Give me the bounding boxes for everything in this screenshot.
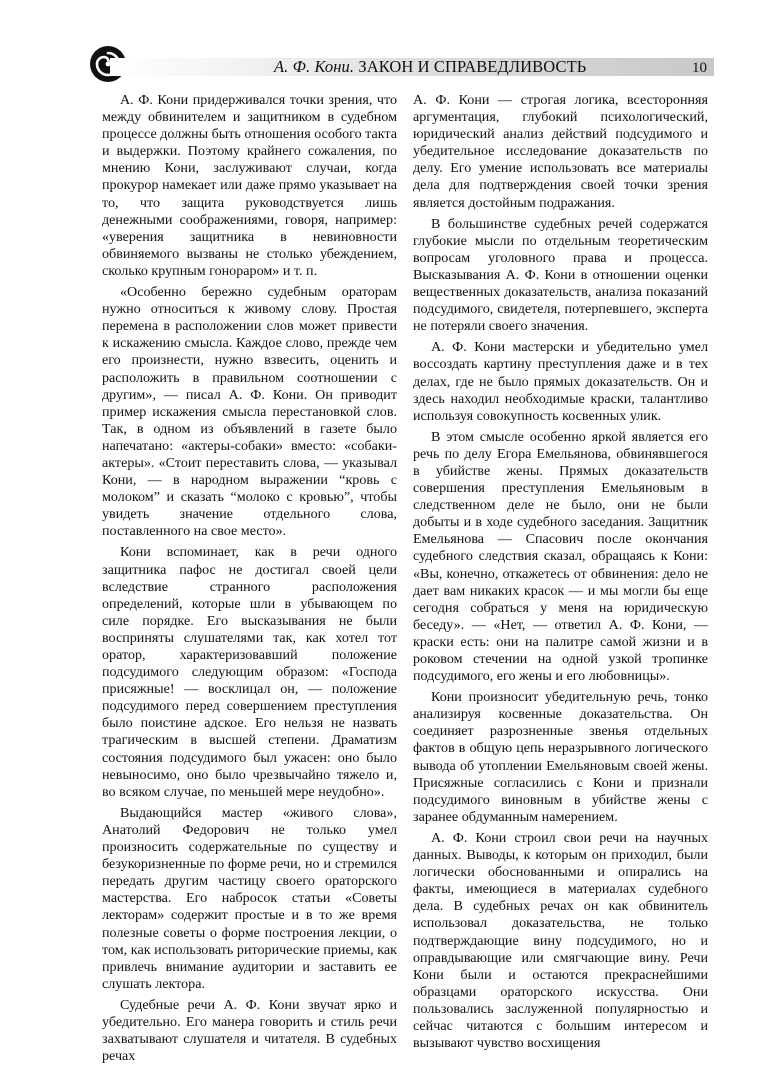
- paragraph: А. Ф. Кони мастерски и убедительно умел воссоздать картину преступления даже и в тех делах, где не было прямых доказательств. Он и здесь находил необходимые краски, талантливо используя совокупность косвенных улик.: [413, 339, 708, 424]
- running-header: [96, 50, 718, 82]
- paragraph: В этом смысле особенно яркой является его речь по делу Егора Емельянова, обвинявшегося в убийстве жены. Прямых доказательств совершения преступления Емельяновым в следственном деле не было, они не были добыты и в ходе судебного заседания. Защитник Емельянова — Спасович после окончания судебного следствия сказал, обращаясь к Кони: «Вы, конечно, откажетесь от обвинения: дело не дает вам никаких красок — и мы могли бы еще сегодня собраться у меня на юридическую беседу». — «Нет, — ответил А. Ф. Кони, — краски есть: они на палитре самой жизни и в роковом стечении на одной узкой тропинке подсудимого, его жены и его любовницы».: [413, 428, 708, 685]
- header-book-title: ЗАКОН И СПРАВЕДЛИВОСТЬ: [358, 57, 587, 76]
- paragraph: Кони произносит убедительную речь, тонко анализируя косвенные доказательства. Он соединяет разрозненные звенья отдельных фактов в общую цепь неразрывного логического вывода об утоплении Емельяновым своей жены. Присяжные согласились с Кони и признали подсудимого виновным в убийстве жены с заранее обдуманным намерением.: [413, 689, 708, 825]
- header-title: [274, 57, 586, 77]
- paragraph: В большинстве судебных речей содержатся глубокие мысли по отдельным теоретическим вопросам уголовного права и процесса. Высказывания А. Ф. Кони в отношении оценки вещественных доказательств, анализа показаний подсудимого, свидетеля, потерпевшего, эксперта не потеряли своего значения.: [413, 215, 708, 335]
- paragraph: Судебные речи А. Ф. Кони звучат ярко и убедительно. Его манера говорить и стиль речи захватывают слушателя и читателя. В судебных речах: [102, 996, 397, 1065]
- paragraph: А. Ф. Кони строил свои речи на научных данных. Выводы, к которым он приходил, были логически обоснованными и опирались на факты, имеющиеся в материалах судебного дела. В судебных речах он как обвинитель использовал доказательства, не только подтверждающие вину подсудимого, но и оправдывающие или смягчающие вину. Речи Кони были и остаются прекраснейшими образцами ораторского искусства. Они пользовались заслуженной популярностью и сейчас читаются с большим интересом и вызывают чувство восхищения: [413, 829, 708, 1052]
- paragraph: А. Ф. Кони придерживался точки зрения, что между обвинителем и защитником в судебном процессе должны быть отношения особого такта и выдержки. Поэтому крайнего сожаления, по мнению Кони, заслуживают случаи, когда прокурор намекает или даже прямо указывает на то, что защита руководствуется лишь денежными соображениями, говоря, например: «уверения защитника в невиновности обвиняемого вызваны не столько убеждением, сколько крупным гонораром» и т. п.: [102, 92, 397, 279]
- paragraph-continued: А. Ф. Кони — строгая логика, всесторонняя аргументация, глубокий психологический, юридический анализ действий подсудимого и убедительное исследование доказательств по делу. Его умение использовать все материалы дела для подтверждения своей точки зрения является достойным подражания.: [413, 92, 708, 211]
- paragraph: Кони вспоминает, как в речи одного защитника пафос не достигал своей цели вследствие странного расположения определений, которые шли в убывающем по силе порядке. Его высказывания не были восприняты слушателями так, как хотел тот оратор, характеризовавший положение подсудимого следующим образом: «Господа присяжные! — восклицал он, — положение подсудимого перед совершением преступления было поистине адское. Его нельзя не назвать трагическим в высшей степени. Драматизм состояния подсудимого был ужасен: оно было невыносимо, оно было чрезвычайно тяжело и, во всяком случае, по меньшей мере неудобно».: [102, 544, 397, 800]
- page-number: 10: [692, 60, 707, 76]
- left-column: [102, 92, 397, 1069]
- right-column: [413, 92, 708, 1056]
- paragraph: «Особенно бережно судебным ораторам нужно относиться к живому слову. Простая перемена в расположении слов может привести к искажению смысла. Каждое слово, прежде чем его произнести, нужно взвесить, оценить и расположить в правильном соотношении с другим», — писал А. Ф. Кони. Он приводит пример искажения смысла перестановкой слов. Так, в одном из объявлений в газете было напечатано: «актеры-собаки» вместо: «собаки-актеры». «Стоит переставить слова, — указывал Кони, — в народном выражении “кровь с молоком” и сказать “молоко с кровью”, чтобы увидеть значение отдельного слова, поставленного на свое место».: [102, 284, 397, 540]
- header-author: А. Ф. Кони.: [274, 57, 355, 76]
- paragraph: Выдающийся мастер «живого слова», Анатолий Федорович не только умел произносить содержательные по существу и безукоризненные по форме речи, но и стремился передать другим частицу своего ораторского мастерства. Его набросок статьи «Советы лекторам» содержит простые и в то же время полезные советы о форме построения лекции, о том, как использовать риторические приемы, как привлечь внимание аудитории и заставить ее слушать лектора.: [102, 804, 397, 992]
